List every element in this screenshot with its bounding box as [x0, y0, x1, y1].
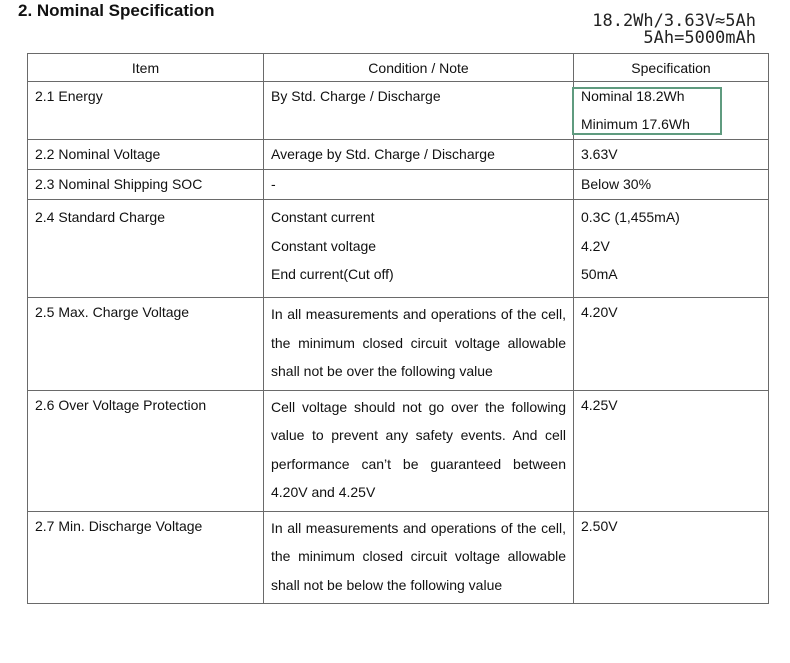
row-condition [264, 511, 574, 604]
row-condition [264, 390, 574, 511]
spec-value: 4.2V [581, 237, 610, 254]
row-item [28, 140, 264, 170]
row-item [28, 390, 264, 511]
section-title: 2. Nominal Specification [18, 1, 215, 20]
table-row-standard-charge [28, 200, 769, 298]
row-item [28, 200, 264, 298]
table-row-min-discharge-voltage [28, 511, 769, 604]
header-condition: Condition / Note [264, 54, 574, 82]
row-item [28, 298, 264, 391]
condition-paragraph: In all measurements and operations of the cell, the minimum closed circuit voltage allowable shall not be below the following value [271, 519, 566, 593]
row-condition [264, 298, 574, 391]
row-specification [574, 82, 769, 140]
condition-paragraph: Cell voltage should not go over the following value to prevent any safety events. And cell performance can’t be guaranteed between 4.20V and 4.25V [271, 398, 566, 500]
row-item [28, 82, 264, 140]
header-item: Item [28, 54, 264, 82]
table-row-shipping-soc [28, 170, 769, 200]
row-condition [264, 170, 574, 200]
row-condition [264, 140, 574, 170]
annotation-line-1: 18.2Wh/3.63V≈5Ah [592, 11, 756, 31]
row-specification [574, 200, 769, 298]
spec-value: 4.25V [581, 396, 618, 413]
spec-value: 2.50V [581, 517, 618, 534]
spec-value: 3.63V [581, 146, 618, 162]
row-specification [574, 298, 769, 391]
condition-text: - [271, 176, 276, 192]
handwritten-annotation [592, 13, 756, 47]
nominal-specification-table [27, 53, 769, 604]
spec-value: Below 30% [581, 176, 652, 192]
spec-value: 4.20V [581, 304, 618, 320]
row-specification [574, 140, 769, 170]
item-label: 2.4 Standard Charge [35, 209, 165, 225]
annotation-line-2: 5Ah=5000mAh [643, 28, 756, 48]
item-label: 2.2 Nominal Voltage [35, 146, 161, 162]
row-specification [574, 511, 769, 604]
item-label: 2.1 Energy [35, 88, 103, 104]
condition-text: End current(Cut off) [271, 266, 394, 282]
spec-value: 0.3C (1,455mA) [581, 209, 680, 225]
row-item [28, 511, 264, 604]
row-condition [264, 200, 574, 298]
table-row-energy [28, 82, 769, 140]
condition-text: By Std. Charge / Discharge [271, 88, 441, 104]
item-label: 2.7 Min. Discharge Voltage [35, 517, 203, 534]
item-label: 2.5 Max. Charge Voltage [35, 304, 190, 320]
row-condition [264, 82, 574, 140]
table-row-over-voltage-protection [28, 390, 769, 511]
condition-paragraph: In all measurements and operations of the cell, the minimum closed circuit voltage allowable shall not be over the following value [271, 306, 566, 379]
table-header-row [28, 54, 769, 82]
item-label: 2.6 Over Voltage Protection [35, 396, 207, 413]
condition-text: Constant voltage [271, 237, 377, 254]
row-item [28, 170, 264, 200]
condition-text: Average by Std. Charge / Discharge [271, 146, 495, 162]
item-label: 2.3 Nominal Shipping SOC [35, 176, 203, 192]
row-specification [574, 170, 769, 200]
spec-value: 50mA [581, 266, 618, 282]
spec-value-nominal: Nominal 18.2Wh [581, 88, 685, 104]
header-specification: Specification [574, 54, 769, 82]
condition-text: Constant current [271, 209, 375, 225]
table-row-nominal-voltage [28, 140, 769, 170]
row-specification [574, 390, 769, 511]
spec-value-minimum: Minimum 17.6Wh [581, 116, 690, 132]
table-row-max-charge-voltage [28, 298, 769, 391]
